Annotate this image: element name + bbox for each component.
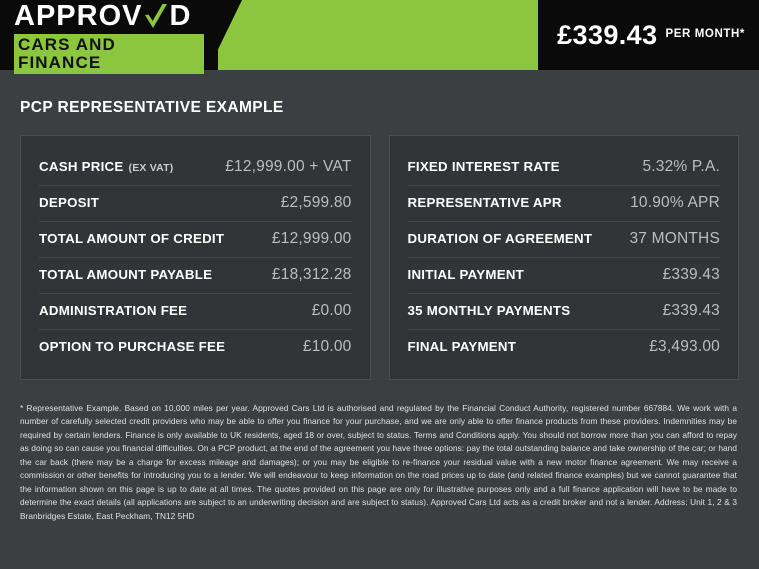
row-label: 35 MONTHLY PAYMENTS (407, 303, 571, 318)
row-value: £2,599.80 (280, 194, 352, 211)
row-label: DURATION OF AGREEMENT (407, 231, 593, 246)
row-label: TOTAL AMOUNT PAYABLE (39, 267, 213, 282)
row-label: OPTION TO PURCHASE FEE (39, 339, 226, 354)
row-label: INITIAL PAYMENT (407, 267, 525, 282)
row-value: £18,312.28 (271, 266, 352, 283)
logo-text-d: D (169, 0, 192, 32)
row-label: CASH PRICE (EX VAT) (39, 159, 174, 174)
checkmark-icon (143, 2, 169, 30)
logo-wordmark-line1 (14, 2, 218, 31)
row-label: DEPOSIT (39, 195, 100, 210)
row-value: £339.43 (662, 266, 720, 283)
table-row (408, 294, 721, 330)
table-row (39, 186, 352, 222)
monthly-price-amount: £339.43 (557, 19, 658, 50)
table-row (408, 186, 721, 222)
row-label: REPRESENTATIVE APR (407, 195, 562, 210)
table-row (39, 222, 352, 258)
page-title: PCP REPRESENTATIVE EXAMPLE (20, 99, 284, 116)
finance-details-panels (0, 117, 759, 380)
row-value: 37 MONTHS (629, 230, 720, 247)
logo-wordmark-line2: CARS AND FINANCE (14, 34, 204, 75)
monthly-price-block (538, 0, 759, 70)
table-row (39, 294, 352, 330)
row-label: FINAL PAYMENT (407, 339, 517, 354)
table-row (408, 222, 721, 258)
row-label: ADMINISTRATION FEE (39, 303, 188, 318)
row-label: TOTAL AMOUNT OF CREDIT (39, 231, 225, 246)
row-label: FIXED INTEREST RATE (407, 159, 560, 174)
row-value: 10.90% APR (630, 194, 720, 211)
table-row (39, 258, 352, 294)
logo-text-approve: APPROV (14, 0, 143, 32)
disclaimer-text: * Representative Example. Based on 10,000 miles per year. Approved Cars Ltd is authorised and regulated by the Financial Conduct Authority, registered number 667884. We work with a number of carefully selected credit providers who may be able to offer you finance for your purchase, and we are only able to offer finance products from these providers. Indemnities may be required by certain lenders. Finance is only available to UK residents, aged 18 or over, subject to status. Terms and Conditions apply. You should not borrow more than you can afford to repay as doing so can cause you financial difficulties. On a PCP product, at the end of the agreement you have three options: pay the total outstanding balance and take ownership of the car; or hand the car back (there may be a charge for excess mileage and damages); or you may be eligible to re-finance your residual value with a new motor finance agreement. We may receive a commission or other benefits for introducing you to a lender. We will endeavour to keep information on the road prices up to date (and related finance examples) but we cannot guarantee that the information shown on this page is up to date at all times. The quotes provided on this page are only for illustrative purposes only and a full finance application will have to be made to determine the exact details (all applications are subject to an underwriting decision and are subject to status). Approved Cars Ltd acts as a credit broker and not a lender. Address: Unit 1, 2 & 3 Branbridges Estate, East Peckham, TN12 5HD (20, 403, 737, 521)
row-value: £10.00 (302, 338, 352, 355)
row-value: £12,999.00 (271, 230, 352, 247)
table-row (39, 150, 352, 186)
table-row (408, 150, 721, 186)
monthly-price-suffix: PER MONTH* (665, 28, 745, 40)
table-row (408, 330, 721, 365)
brand-logo (0, 0, 218, 70)
table-row (408, 258, 721, 294)
table-row (39, 330, 352, 365)
row-value: £339.43 (662, 302, 720, 319)
row-sub-label: (EX VAT) (128, 162, 174, 174)
right-details-panel (389, 135, 740, 380)
row-value: £12,999.00 + VAT (225, 158, 352, 175)
row-value: £0.00 (311, 302, 352, 319)
header-green-band (208, 0, 538, 70)
row-value: 5.32% P.A. (642, 158, 720, 175)
left-details-panel (20, 135, 371, 380)
row-value: £3,493.00 (649, 338, 720, 355)
page-header (0, 0, 759, 70)
